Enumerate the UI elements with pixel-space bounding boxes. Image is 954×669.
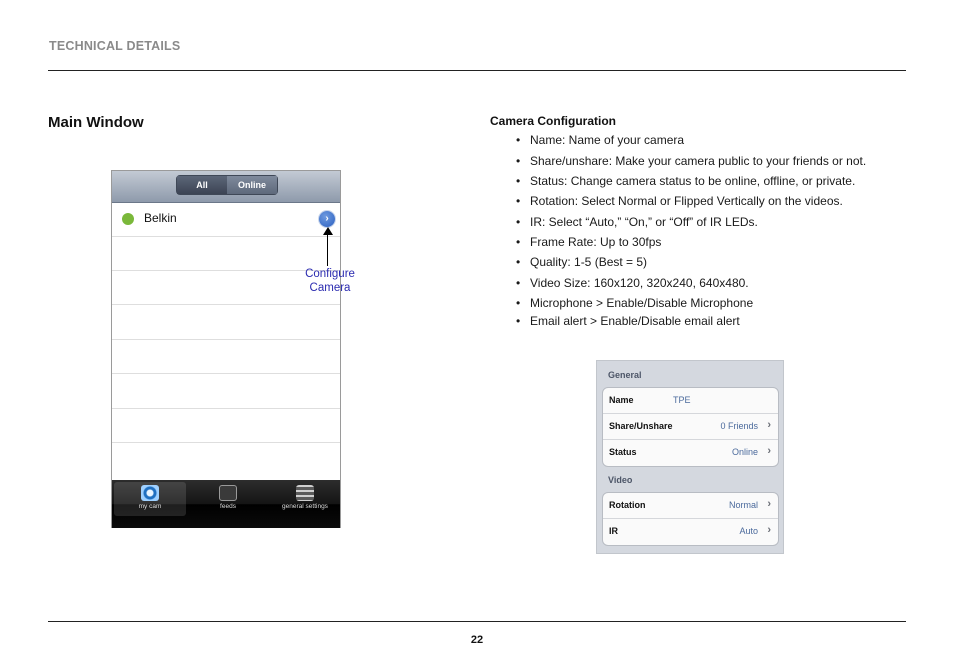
top-divider [48,70,906,71]
setting-value: 0 Friends [720,421,758,431]
phone-tab-bar [112,480,340,528]
camera-name: Belkin [144,211,177,225]
list-item: • Status: Change camera status to be online, offline, or private. [516,174,855,188]
list-item: • Share/unshare: Make your camera public to your friends or not. [516,154,866,168]
tab-general-settings-label: general settings [282,503,328,510]
tab-feeds-label: feeds [220,503,236,510]
list-item: • IR: Select “Auto,” “On,” or “Off” of IR LEDs. [516,215,758,229]
list-item: • Quality: 1-5 (Best = 5) [516,255,647,269]
bottom-divider [48,621,906,622]
chevron-right-icon: › [767,524,771,536]
main-window-screenshot [111,170,355,528]
setting-value: Online [731,447,758,457]
annotation-line-2: Camera [309,282,351,294]
setting-row-status[interactable] [603,440,778,466]
list-item: • Email alert > Enable/Disable email alert [516,314,740,328]
setting-row-rotation[interactable] [603,493,778,519]
phone-top-bar [112,171,340,203]
setting-row-share-unshare[interactable] [603,414,778,440]
list-item: • Rotation: Select Normal or Flipped Vertically on the videos. [516,194,843,208]
segment-online[interactable]: Online [227,176,277,194]
tab-general-settings[interactable] [270,482,340,516]
general-settings-group [602,387,779,467]
list-item: • Name: Name of your camera [516,133,684,147]
list-separator [112,373,340,374]
filter-segmented-control[interactable] [176,175,278,195]
annotation-arrow-line [327,232,328,266]
online-status-dot-icon [122,213,134,225]
setting-row-name[interactable] [603,388,778,414]
video-group-label: Video [608,475,633,485]
setting-value: TPE [673,395,691,405]
list-item: • Microphone > Enable/Disable Microphone [516,296,753,310]
general-group-label: General [608,370,642,380]
camera-icon [141,485,159,501]
chevron-right-icon: › [767,498,771,510]
setting-label: Name [609,395,634,405]
chevron-right-icon: › [767,445,771,457]
page-number: 22 [470,634,484,646]
list-item: • Frame Rate: Up to 30fps [516,235,661,249]
main-window-title: Main Window [48,114,144,131]
setting-label: Share/Unshare [609,421,673,431]
setting-label: IR [609,526,618,536]
tab-my-cam-label: my cam [138,503,162,510]
segment-all[interactable]: All [177,176,227,194]
camera-configuration-title: Camera Configuration [490,114,617,128]
section-header-label: TECHNICAL DETAILS [49,39,181,53]
video-settings-group [602,492,779,546]
configure-camera-annotation [292,267,368,295]
setting-row-ir[interactable] [603,519,778,545]
list-separator [112,442,340,443]
setting-label: Rotation [609,500,646,510]
settings-list-icon [296,485,314,501]
setting-value: Auto [739,526,758,536]
tab-feeds[interactable] [192,482,264,516]
list-item: • Video Size: 160x120, 320x240, 640x480. [516,276,749,290]
annotation-arrowhead-icon [323,227,333,235]
list-separator [112,304,340,305]
camera-settings-screenshot [596,360,784,554]
chevron-right-icon: › [767,419,771,431]
feeds-icon [219,485,237,501]
camera-list-item[interactable] [112,202,340,237]
setting-label: Status [609,447,637,457]
setting-value: Normal [728,500,758,510]
list-separator [112,408,340,409]
annotation-line-1: Configure [305,268,355,280]
tab-my-cam[interactable] [114,482,186,516]
configure-camera-disclosure-icon[interactable]: › [319,211,335,227]
list-separator [112,339,340,340]
